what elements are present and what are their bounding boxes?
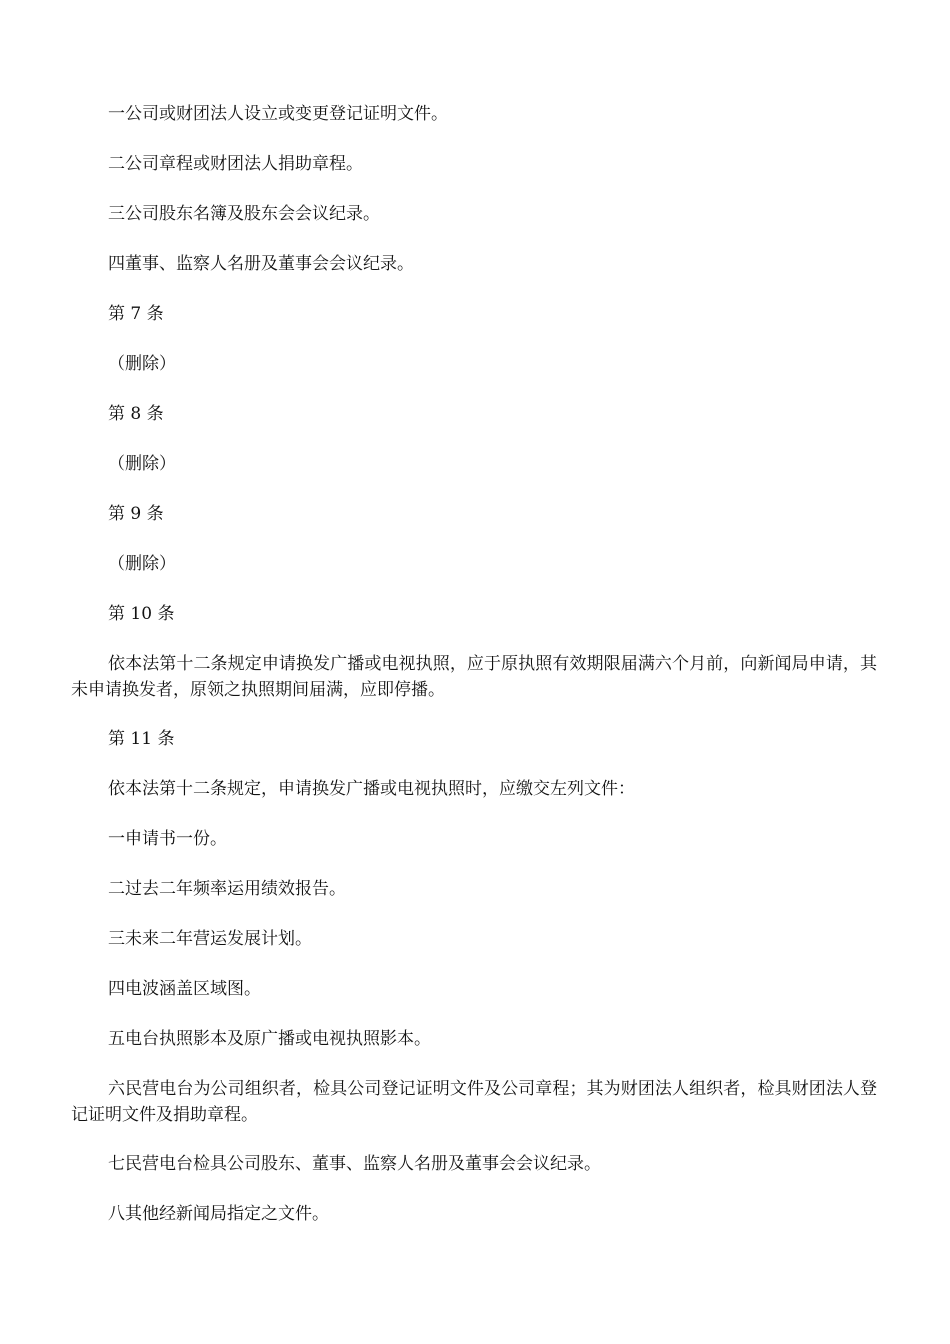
article-10-body: 依本法第十二条规定申请换发广播或电视执照，应于原执照有效期限届满六个月前，向新闻局申请，其未申请换发者，原领之执照期间届满，应即停播。: [71, 654, 877, 700]
article-9-deleted: （删除）: [108, 554, 176, 574]
article-heading-10: 第 10 条: [108, 604, 175, 624]
article-11-body: 依本法第十二条规定，申请换发广播或电视执照时，应缴交左列文件：: [108, 779, 635, 799]
article-11-item-5: 五电台执照影本及原广播或电视执照影本。: [108, 1029, 431, 1049]
article-11-item-3: 三未来二年营运发展计划。: [108, 929, 312, 949]
list-item-4-directors: 四董事、监察人名册及董事会会议纪录。: [108, 254, 414, 274]
article-11-item-2: 二过去二年频率运用绩效报告。: [108, 879, 346, 899]
article-11-item-7: 七民营电台检具公司股东、董事、监察人名册及董事会会议纪录。: [108, 1154, 601, 1174]
list-item-3-shareholders: 三公司股东名簿及股东会会议纪录。: [108, 204, 380, 224]
list-item-2-articles: 二公司章程或财团法人捐助章程。: [108, 154, 363, 174]
article-7-deleted: （删除）: [108, 354, 176, 374]
article-11-item-1: 一申请书一份。: [108, 829, 227, 849]
article-11-item-6: 六民营电台为公司组织者，检具公司登记证明文件及公司章程；其为财团法人组织者，检具财团法人登记证明文件及捐助章程。: [71, 1079, 877, 1125]
list-item-1-company-registration: 一公司或财团法人设立或变更登记证明文件。: [108, 104, 448, 124]
article-heading-8: 第 8 条: [108, 404, 164, 424]
article-heading-11: 第 11 条: [108, 729, 175, 749]
article-11-item-4: 四电波涵盖区域图。: [108, 979, 261, 999]
article-heading-7: 第 7 条: [108, 304, 164, 324]
article-11-item-8: 八其他经新闻局指定之文件。: [108, 1204, 329, 1224]
article-heading-9: 第 9 条: [108, 504, 164, 524]
article-8-deleted: （删除）: [108, 454, 176, 474]
